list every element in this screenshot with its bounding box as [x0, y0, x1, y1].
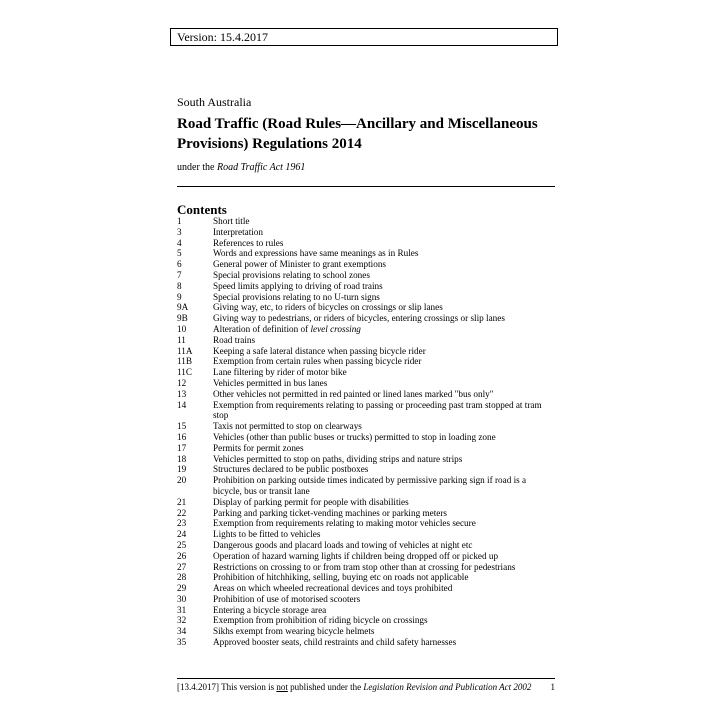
- toc-entry[interactable]: [177, 400, 557, 422]
- toc-entry-title: Sikhs exempt from wearing bicycle helmets: [213, 626, 375, 637]
- toc-entry[interactable]: [177, 475, 557, 497]
- toc-entry-number: 14: [177, 399, 187, 410]
- toc-entry-title: Permits for permit zones: [213, 442, 304, 453]
- footer-text: This version is: [219, 682, 277, 692]
- toc-entry-title: Entering a bicycle storage area: [213, 604, 327, 615]
- toc-entry-title: Display of parking permit for people with disabilities: [213, 496, 409, 507]
- footer-act: Legislation Revision and Publication Act 2002: [363, 682, 532, 692]
- toc-entry[interactable]: [177, 497, 557, 508]
- version-box: [170, 28, 558, 46]
- toc-entry[interactable]: [177, 389, 557, 400]
- toc-entry-title: Vehicles permitted to stop on paths, dividing strips and nature strips: [213, 453, 463, 464]
- toc-entry-number: 6: [177, 259, 182, 270]
- toc-entry-number: 29: [177, 583, 187, 594]
- toc-entry-number: 28: [177, 572, 187, 583]
- toc-entry-title: Structures declared to be public postboxes: [213, 464, 369, 475]
- toc-entry[interactable]: [177, 346, 557, 357]
- toc-entry-title: Vehicles permitted in bus lanes: [213, 377, 328, 388]
- toc-entry[interactable]: [177, 367, 557, 378]
- toc-entry-number: 18: [177, 453, 187, 464]
- footer-divider: [177, 678, 555, 679]
- toc-entry-number: 11: [177, 334, 186, 345]
- toc-entry-number: 23: [177, 518, 187, 529]
- toc-entry[interactable]: [177, 259, 557, 270]
- page-number: 1: [550, 682, 555, 692]
- toc-entry[interactable]: [177, 216, 557, 227]
- enabling-act-line: [177, 162, 305, 173]
- toc-entry-number: 20: [177, 475, 187, 486]
- document-title: Road Traffic (Road Rules—Ancillary and Miscellaneous Provisions) Regulations 2014: [177, 116, 538, 152]
- toc-entry[interactable]: [177, 421, 557, 432]
- enabling-act-name: Road Traffic Act 1961: [217, 162, 306, 173]
- toc-entry[interactable]: [177, 432, 557, 443]
- toc-entry-number: 31: [177, 604, 187, 615]
- toc-entry[interactable]: [177, 335, 557, 346]
- toc-entry[interactable]: [177, 605, 557, 616]
- page-footer: [177, 682, 555, 692]
- toc-entry-number: 26: [177, 550, 187, 561]
- toc-entry-title: Vehicles (other than public buses or trucks) permitted to stop in loading zone: [213, 431, 496, 442]
- footer-note: [177, 682, 531, 692]
- toc-entry-title: Special provisions relating to school zones: [213, 269, 370, 280]
- toc-entry-number: 1: [177, 216, 182, 226]
- toc-entry[interactable]: [177, 356, 557, 367]
- toc-entry[interactable]: [177, 324, 557, 335]
- toc-entry-number: 7: [177, 269, 182, 280]
- toc-entry-number: 12: [177, 377, 187, 388]
- toc-entry-title: Restrictions on crossing to or from tram stop other than at crossing for pedestrians: [213, 561, 516, 572]
- toc-entry-title: Prohibition on parking outside times indicated by permissive parking sign if road is a bicycle, bus or transit lane: [213, 475, 527, 496]
- toc-entry[interactable]: [177, 248, 557, 259]
- toc-entry-number: 25: [177, 539, 187, 550]
- toc-entry-number: 9: [177, 291, 182, 302]
- toc-entry[interactable]: [177, 313, 557, 324]
- toc-entry-title: Special provisions relating to no U-turn signs: [213, 291, 380, 302]
- toc-entry[interactable]: [177, 583, 557, 594]
- toc-entry-number: 19: [177, 464, 187, 475]
- toc-entry[interactable]: [177, 302, 557, 313]
- footer-not: not: [276, 682, 288, 692]
- toc-entry[interactable]: [177, 464, 557, 475]
- toc-entry-number: 15: [177, 421, 187, 432]
- toc-entry-number: 32: [177, 615, 187, 626]
- toc-entry-number: 11A: [177, 345, 193, 356]
- toc-entry-title: Interpretation: [213, 226, 263, 237]
- toc-entry-title: Exemption from certain rules when passing bicycle rider: [213, 356, 422, 367]
- footer-text-after: published under the: [287, 682, 364, 692]
- toc-entry[interactable]: [177, 227, 557, 238]
- toc-entry[interactable]: [177, 615, 557, 626]
- toc-entry-number: 11B: [177, 356, 192, 367]
- toc-entry-title: General power of Minister to grant exemptions: [213, 259, 386, 270]
- toc-entry-title: Taxis not permitted to stop on clearways: [213, 421, 362, 432]
- toc-entry-title: Exemption from requirements relating to passing or proceeding past tram stopped at tram stop: [213, 399, 542, 421]
- toc-entry-number: 11C: [177, 367, 192, 378]
- toc-entry[interactable]: [177, 529, 557, 540]
- version-label: Version: 15.4.2017: [177, 30, 268, 44]
- toc-entry-title: References to rules: [213, 237, 284, 248]
- toc-entry[interactable]: [177, 518, 557, 529]
- toc-entry-title: Words and expressions have same meanings as in Rules: [213, 248, 419, 259]
- toc-entry[interactable]: [177, 626, 557, 637]
- toc-entry-number: 5: [177, 248, 182, 259]
- toc-entry-number: 9B: [177, 313, 188, 324]
- toc-entry[interactable]: [177, 562, 557, 573]
- toc-entry-title: Prohibition of hitchhiking, selling, buying etc on roads not applicable: [213, 572, 469, 583]
- footer-date: [13.4.2017]: [177, 682, 219, 692]
- toc-entry-title: Giving way, etc, to riders of bicycles on crossings or slip lanes: [213, 302, 443, 313]
- toc-entry[interactable]: [177, 378, 557, 389]
- toc-entry-number: 22: [177, 507, 187, 518]
- toc-entry-number: 8: [177, 280, 182, 291]
- toc-entry[interactable]: [177, 637, 557, 648]
- title-divider: [177, 186, 555, 187]
- toc-entry[interactable]: [177, 572, 557, 583]
- toc-entry-number: 17: [177, 442, 187, 453]
- toc-entry-number: 24: [177, 529, 187, 540]
- toc-entry-number: 27: [177, 561, 187, 572]
- toc-entry-number: 35: [177, 637, 187, 648]
- toc-entry-number: 10: [177, 323, 187, 334]
- toc-entry-title: Parking and parking ticket-vending machines or parking meters: [213, 507, 447, 518]
- toc-entry-title: Alteration of definition of level crossing: [213, 323, 361, 334]
- toc-entry-title: Giving way to pedestrians, or riders of bicycles, entering crossings or slip lanes: [213, 313, 505, 324]
- toc-entry-title: Dangerous goods and placard loads and towing of vehicles at night etc: [213, 539, 473, 550]
- toc-entry-number: 3: [177, 226, 182, 237]
- toc-entry-title: Lights to be fitted to vehicles: [213, 529, 321, 540]
- toc-entry[interactable]: [177, 551, 557, 562]
- toc-entry-title: Approved booster seats, child restraints and child safety harnesses: [213, 637, 457, 648]
- toc-entry-number: 9A: [177, 302, 189, 313]
- table-of-contents: [177, 216, 557, 648]
- toc-entry[interactable]: [177, 540, 557, 551]
- toc-entry-number: 16: [177, 431, 187, 442]
- toc-entry[interactable]: [177, 454, 557, 465]
- toc-entry[interactable]: [177, 281, 557, 292]
- toc-entry[interactable]: [177, 594, 557, 605]
- toc-entry-title: Areas on which wheeled recreational devices and toys prohibited: [213, 583, 453, 594]
- toc-entry-title: Other vehicles not permitted in red painted or lined lanes marked "bus only": [213, 388, 494, 399]
- toc-entry-title: Exemption from prohibition of riding bicycle on crossings: [213, 615, 428, 626]
- toc-entry-title: Keeping a safe lateral distance when passing bicycle rider: [213, 345, 426, 356]
- toc-entry-title: Exemption from requirements relating to making motor vehicles secure: [213, 518, 476, 529]
- toc-entry-title: Short title: [213, 216, 250, 226]
- toc-entry[interactable]: [177, 238, 557, 249]
- toc-entry[interactable]: [177, 270, 557, 281]
- toc-entry-number: 4: [177, 237, 182, 248]
- toc-entry[interactable]: [177, 508, 557, 519]
- enabling-act-prefix: under the: [177, 162, 217, 173]
- toc-entry-title: Lane filtering by rider of motor bike: [213, 367, 347, 378]
- toc-entry-number: 21: [177, 496, 187, 507]
- toc-entry-title: Road trains: [213, 334, 256, 345]
- toc-entry-number: 34: [177, 626, 187, 637]
- toc-entry-title: Operation of hazard warning lights if children being dropped off or picked up: [213, 550, 499, 561]
- toc-entry-number: 13: [177, 388, 187, 399]
- toc-entry-number: 30: [177, 593, 187, 604]
- contents-heading: Contents: [177, 202, 227, 217]
- toc-entry-title: Speed limits applying to driving of road trains: [213, 280, 383, 291]
- toc-entry-title: Prohibition of use of motorised scooters: [213, 593, 361, 604]
- toc-entry[interactable]: [177, 443, 557, 454]
- toc-entry[interactable]: [177, 292, 557, 303]
- jurisdiction: South Australia: [177, 95, 252, 109]
